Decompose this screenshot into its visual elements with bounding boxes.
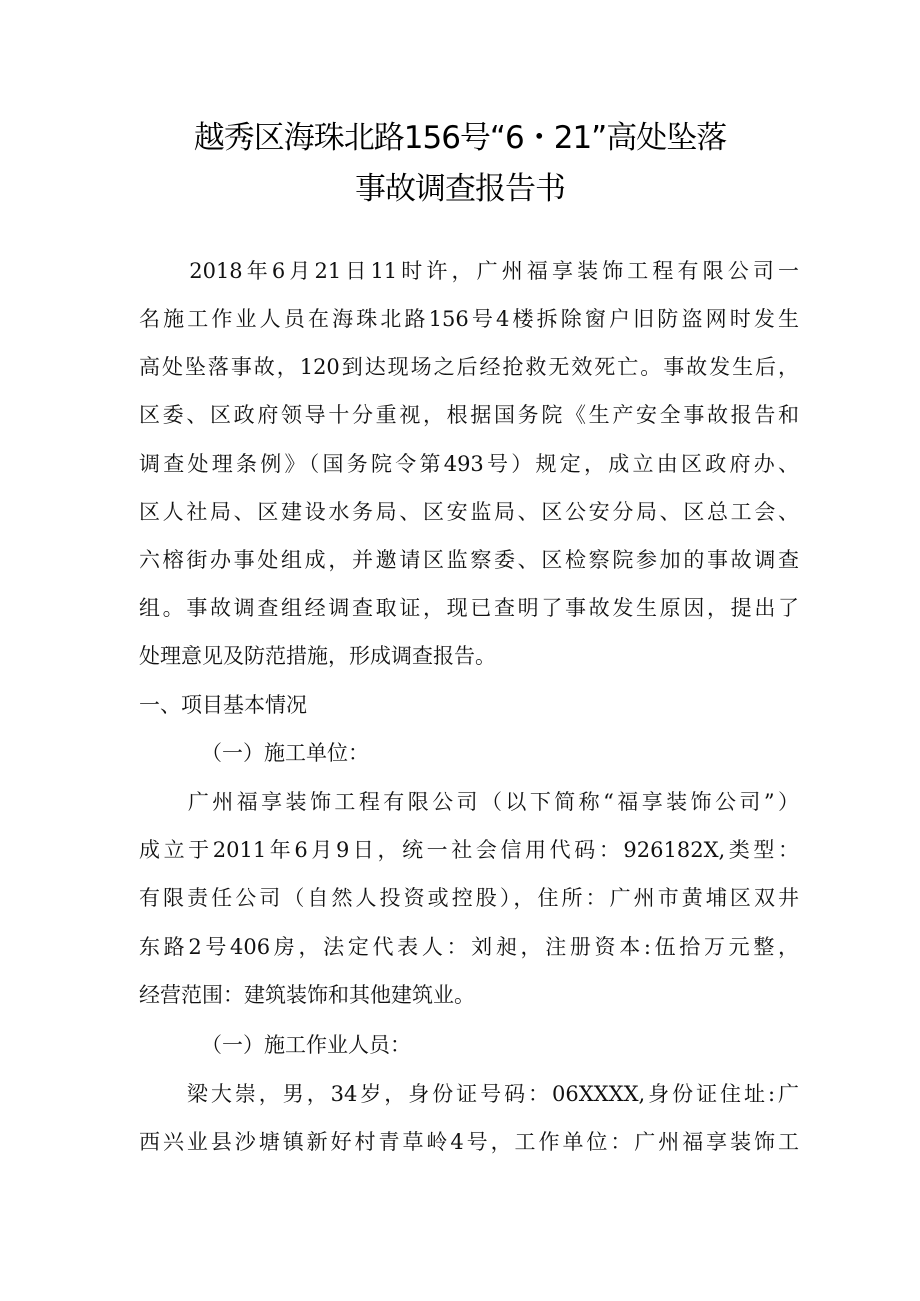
- intro-line: 处理意见及防范措施，形成调查报告。: [139, 644, 496, 668]
- subsection-construction-unit-heading: （一）施工单位：: [201, 741, 369, 765]
- company-line: 东路2号406房，法定代表人：刘昶，注册资本:伍拾万元整，: [139, 935, 799, 959]
- company-line: 成立于2011年6月9日，统一社会信用代码：926182X,类型：: [139, 838, 799, 862]
- company-line: 经营范围：建筑装饰和其他建筑业。: [139, 983, 475, 1007]
- intro-line: 区人社局、区建设水务局、区安监局、区公安分局、区总工会、: [139, 500, 799, 524]
- intro-line: 名施工作业人员在海珠北路156号4楼拆除窗户旧防盗网时发生: [139, 307, 799, 331]
- report-title-line-2: 事故调查报告书: [355, 171, 565, 207]
- intro-line: 六榕街办事处组成，并邀请区监察委、区检察院参加的事故调查: [139, 548, 799, 572]
- company-line: 广州福享装饰工程有限公司（以下简称“福享装饰公司”）: [139, 790, 799, 814]
- intro-line: 高处坠落事故，120到达现场之后经抢救无效死亡。事故发生后，: [139, 355, 799, 379]
- subsection-workers-heading: （一）施工作业人员：: [201, 1033, 411, 1057]
- intro-line: 区委、区政府领导十分重视，根据国务院《生产安全事故报告和: [139, 403, 799, 427]
- report-title-line-1: 越秀区海珠北路156号“6・21”高处坠落: [193, 120, 727, 156]
- intro-line: 2018年6月21日11时许，广州福享装饰工程有限公司一: [139, 259, 799, 283]
- intro-line: 调查处理条例》（国务院令第493号）规定，成立由区政府办、: [139, 452, 799, 476]
- worker-line: 梁大崇，男，34岁，身份证号码：06XXXX,身份证住址:广: [139, 1082, 799, 1106]
- intro-line: 组。事故调查组经调查取证，现已查明了事故发生原因，提出了: [139, 596, 799, 620]
- company-line: 有限责任公司（自然人投资或控股），住所：广州市黄埔区双井: [139, 886, 799, 910]
- section-1-heading: 一、项目基本情况: [139, 693, 307, 717]
- worker-line: 西兴业县沙塘镇新好村青草岭4号，工作单位：广州福享装饰工: [139, 1130, 799, 1154]
